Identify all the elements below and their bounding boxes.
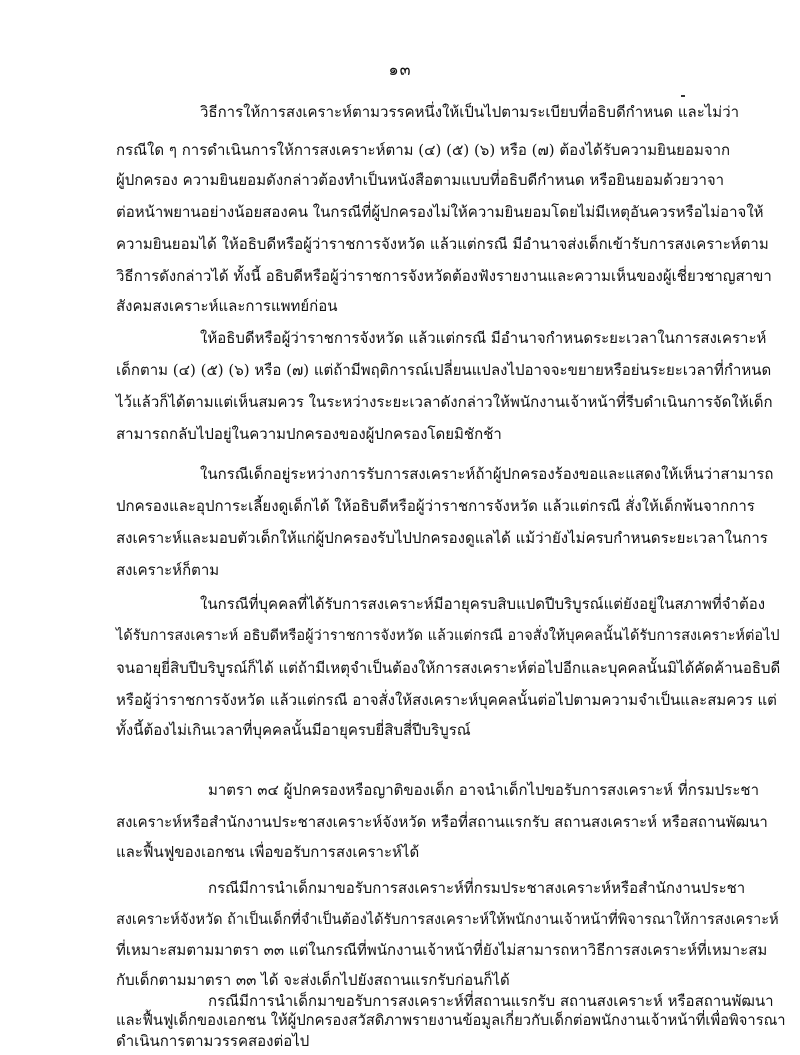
- text-line: ในกรณีเด็กอยู่ระหว่างการรับการสงเคราะห์ถ้าผู้ปกครองร้องขอและแสดงให้เห็นว่าสามารถ: [200, 465, 774, 483]
- text-line: สงเคราะห์จังหวัด ถ้าเป็นเด็กที่จำเป็นต้องได้รับการสงเคราะห์ให้พนักงานเจ้าหน้าที่พิจารณาให้การสงเคราะห์: [116, 912, 779, 928]
- text-line: สงเคราะห์และมอบตัวเด็กให้แก่ผู้ปกครองรับไปปกครองดูแลได้ แม้ว่ายังไม่ครบกำหนดระยะเวลาในการ: [116, 529, 768, 547]
- text-line: สังคมสงเคราะห์และการแพทย์ก่อน: [116, 297, 338, 315]
- text-line: หรือผู้ว่าราชการจังหวัด แล้วแต่กรณี อาจสั่งให้สงเคราะห์บุคคลนั้นต่อไปตามความจำเป็นและสมควร แต่: [116, 691, 777, 709]
- text-line: วิธีการให้การสงเคราะห์ตามวรรคหนึ่งให้เป็นไปตามระเบียบที่อธิบดีกำหนด และไม่ว่า: [200, 103, 740, 121]
- text-line: มาตรา ๓๔ ผู้ปกครองหรือญาติของเด็ก อาจนำเด็กไปขอรับการสงเคราะห์ ที่กรมประชา: [208, 781, 759, 799]
- text-line: ความยินยอมได้ ให้อธิบดีหรือผู้ว่าราชการจังหวัด แล้วแต่กรณี มีอำนาจส่งเด็กเข้ารับการสงเคราะห์ตาม: [116, 235, 769, 253]
- text-line: ให้อธิบดีหรือผู้ว่าราชการจังหวัด แล้วแต่กรณี มีอำนาจกำหนดระยะเวลาในการสงเคราะห์: [200, 329, 767, 347]
- text-line: ต่อหน้าพยานอย่างน้อยสองคน ในกรณีที่ผู้ปกครองไม่ให้ความยินยอมโดยไม่มีเหตุอันควรหรือไม่อาจให้: [116, 203, 764, 221]
- text-line: ได้รับการสงเคราะห์ อธิบดีหรือผู้ว่าราชการจังหวัด แล้วแต่กรณี อาจสั่งให้บุคคลนั้นได้รับการสงเคราะห์ต่อไป: [116, 628, 780, 644]
- text-line: สงเคราะห์หรือสำนักงานประชาสงเคราะห์จังหวัด หรือที่สถานแรกรับ สถานสงเคราะห์ หรือสถานพัฒนา: [116, 813, 768, 831]
- text-line: ไว้แล้วก็ได้ตามแต่เห็นสมควร ในระหว่างระยะเวลาดังกล่าวให้พนักงานเจ้าหน้าที่รีบดำเนินการจัดให้เด็ก: [116, 393, 773, 411]
- text-line: ที่เหมาะสมตามมาตรา ๓๓ แต่ในกรณีที่พนักงานเจ้าหน้าที่ยังไม่สามารถหาวิธีการสงเคราะห์ที่เหมาะสม: [116, 941, 768, 959]
- text-line: วิธีการดังกล่าวได้ ทั้งนี้ อธิบดีหรือผู้ว่าราชการจังหวัดต้องฟังรายงานและความเห็นของผู้เชี่ยวชาญสาขา: [116, 267, 772, 285]
- text-line: เด็กตาม (๔) (๕) (๖) หรือ (๗) แต่ถ้ามีพฤติการณ์เปลี่ยนแปลงไปอาจจะขยายหรือย่นระยะเวลาที่กำหนด: [116, 361, 772, 379]
- scan-mark: [681, 95, 685, 97]
- page-number: ๑๓: [388, 60, 412, 79]
- text-line: สามารถกลับไปอยู่ในความปกครองของผู้ปกครองโดยมิชักช้า: [116, 425, 502, 443]
- text-line: สงเคราะห์ก็ตาม: [116, 561, 220, 579]
- text-line: และฟื้นฟูเด็กของเอกชน ให้ผู้ปกครองสวัสดิภาพรายงานข้อมูลเกี่ยวกับเด็กต่อพนักงานเจ้าหน้าที่เพื่อพิจารณา: [116, 1012, 786, 1029]
- text-line: และฟื้นฟูของเอกชน เพื่อขอรับการสงเคราะห์ได้: [116, 843, 420, 861]
- text-line: ดำเนินการตามวรรคสองต่อไป: [116, 1032, 310, 1050]
- text-line: ผู้ปกครอง ความยินยอมดังกล่าวต้องทำเป็นหนังสือตามแบบที่อธิบดีกำหนด หรือยินยอมด้วยวาจา: [116, 171, 725, 189]
- text-line: ทั้งนี้ต้องไม่เกินเวลาที่บุคคลนั้นมีอายุครบยี่สิบสี่ปีบริบูรณ์: [116, 721, 471, 739]
- text-line: กรณีมีการนำเด็กมาขอรับการสงเคราะห์ที่กรมประชาสงเคราะห์หรือสำนักงานประชา: [208, 879, 746, 897]
- text-line: กรณีมีการนำเด็กมาขอรับการสงเคราะห์ที่สถานแรกรับ สถานสงเคราะห์ หรือสถานพัฒนา: [208, 992, 774, 1010]
- text-line: ในกรณีที่บุคคลที่ได้รับการสงเคราะห์มีอายุครบสิบแปดปีบริบูรณ์แต่ยังอยู่ในสภาพที่จำต้อง: [200, 595, 766, 613]
- text-line: กับเด็กตามมาตรา ๓๓ ได้ จะส่งเด็กไปยังสถานแรกรับก่อนก็ได้: [116, 971, 510, 989]
- text-line: จนอายุยี่สิบปีบริบูรณ์ก็ได้ แต่ถ้ามีเหตุจำเป็นต้องให้การสงเคราะห์ต่อไปอีกและบุคคลนั้นมิได้คัดค้านอธิบดี: [116, 659, 781, 677]
- text-line: ปกครองและอุปการะเลี้ยงดูเด็กได้ ให้อธิบดีหรือผู้ว่าราชการจังหวัด แล้วแต่กรณี สั่งให้เด็กพ้นจากการ: [116, 497, 755, 515]
- text-line: กรณีใด ๆ การดำเนินการให้การสงเคราะห์ตาม (๔) (๕) (๖) หรือ (๗) ต้องได้รับความยินยอมจาก: [116, 141, 731, 159]
